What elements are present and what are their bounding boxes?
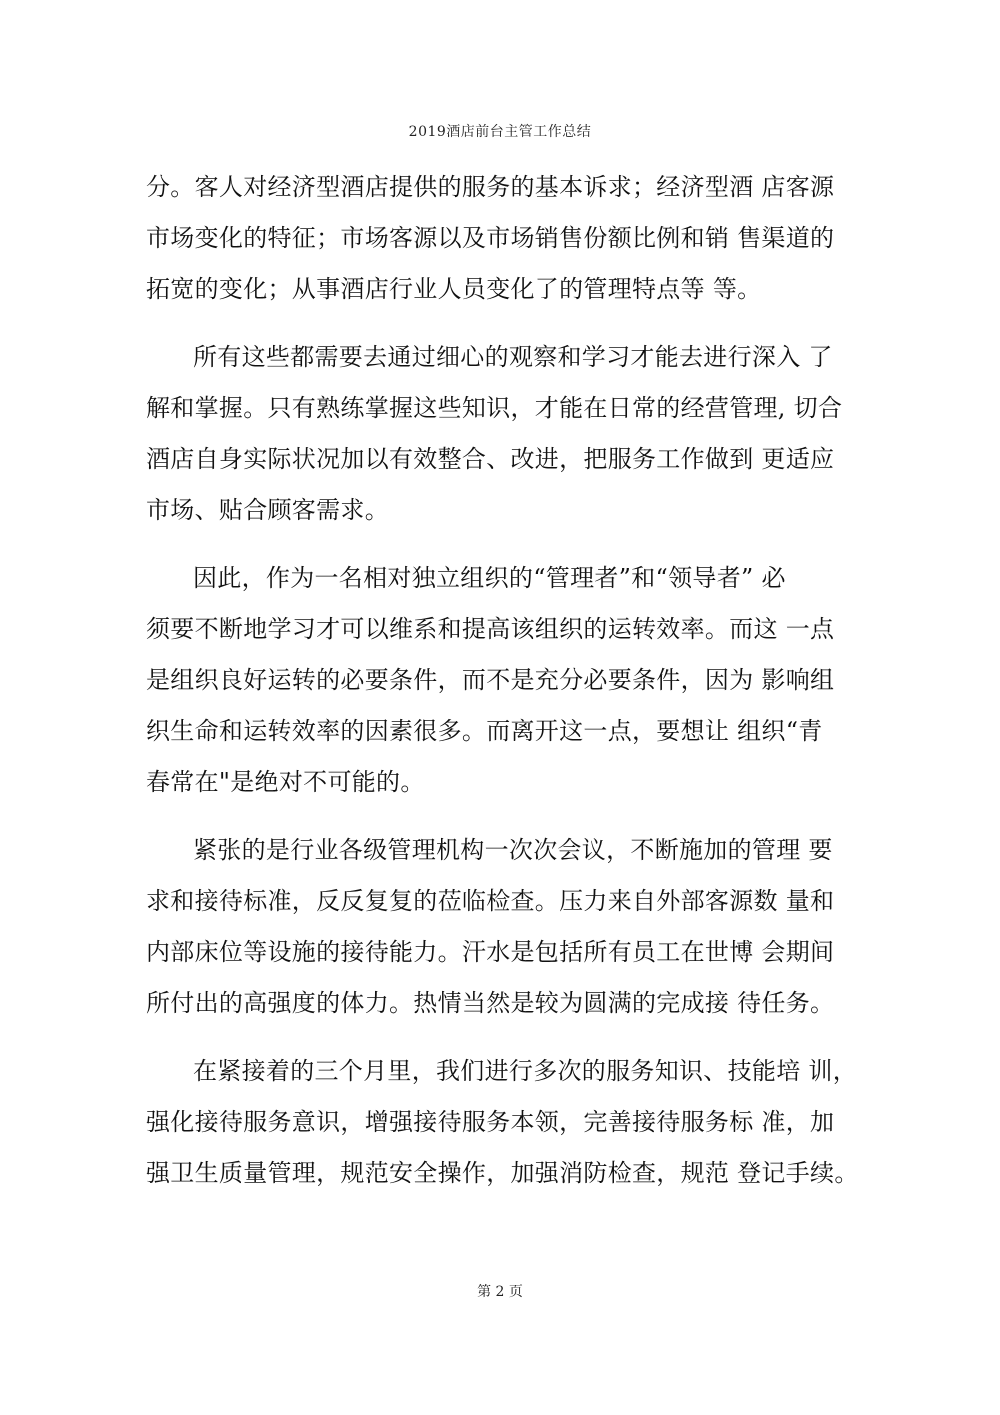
paragraph-1: [146, 162, 886, 315]
paragraph-line: 市场、贴合顾客需求。: [146, 496, 389, 524]
paragraph-line: 解和掌握。只有熟练掌握这些知识，才能在日常的经营管理, 切合: [146, 394, 843, 422]
paragraph-2: [146, 332, 886, 536]
document-body: [146, 162, 886, 1216]
paragraph-5: [146, 1046, 886, 1199]
paragraph-line: 强化接待服务意识，增强接待服务本领，完善接待服务标 准，加: [146, 1108, 835, 1136]
paragraph-line: 织生命和运转效率的因素很多。而离开这一点，要想让 组织“青: [146, 717, 823, 745]
paragraph-line: 因此，作为一名相对独立组织的“管理者”和“领导者” 必: [193, 564, 786, 592]
paragraph-line: 内部床位等设施的接待能力。汗水是包括所有员工在世博 会期间: [146, 938, 835, 966]
paragraph-line: 拓宽的变化；从事酒店行业人员变化了的管理特点等 等。: [146, 275, 762, 303]
paragraph-line: 酒店自身实际状况加以有效整合、改进，把服务工作做到 更适应: [146, 445, 835, 473]
paragraph-line: 须要不断地学习才可以维系和提高该组织的运转效率。而这 一点: [146, 615, 835, 643]
paragraph-line: 在紧接着的三个月里，我们进行多次的服务知识、技能培 训，: [193, 1057, 858, 1085]
paragraph-4: [146, 825, 886, 1029]
paragraph-line: 紧张的是行业各级管理机构一次次会议，不断施加的管理 要: [193, 836, 833, 864]
paragraph-line: 市场变化的特征；市场客源以及市场销售份额比例和销 售渠道的: [146, 224, 835, 252]
paragraph-line: 所有这些都需要去通过细心的观察和学习才能去进行深入 了: [193, 343, 833, 371]
document-header-title: 2019酒店前台主管工作总结: [408, 124, 592, 140]
paragraph-line: 强卫生质量管理，规范安全操作，加强消防检查，规范 登记手续。: [146, 1159, 859, 1187]
paragraph-3: [146, 553, 886, 808]
paragraph-line: 求和接待标准，反反复复的莅临检查。压力来自外部客源数 量和: [146, 887, 835, 915]
paragraph-line: 是组织良好运转的必要条件，而不是充分必要条件，因为 影响组: [146, 666, 835, 694]
paragraph-line: 春常在"是绝对不可能的。: [146, 768, 425, 796]
paragraph-line: 所付出的高强度的体力。热情当然是较为圆满的完成接 待任务。: [146, 989, 835, 1017]
page-number: 第 2 页: [477, 1284, 523, 1300]
paragraph-line: 分。客人对经济型酒店提供的服务的基本诉求；经济型酒 店客源: [146, 173, 835, 201]
